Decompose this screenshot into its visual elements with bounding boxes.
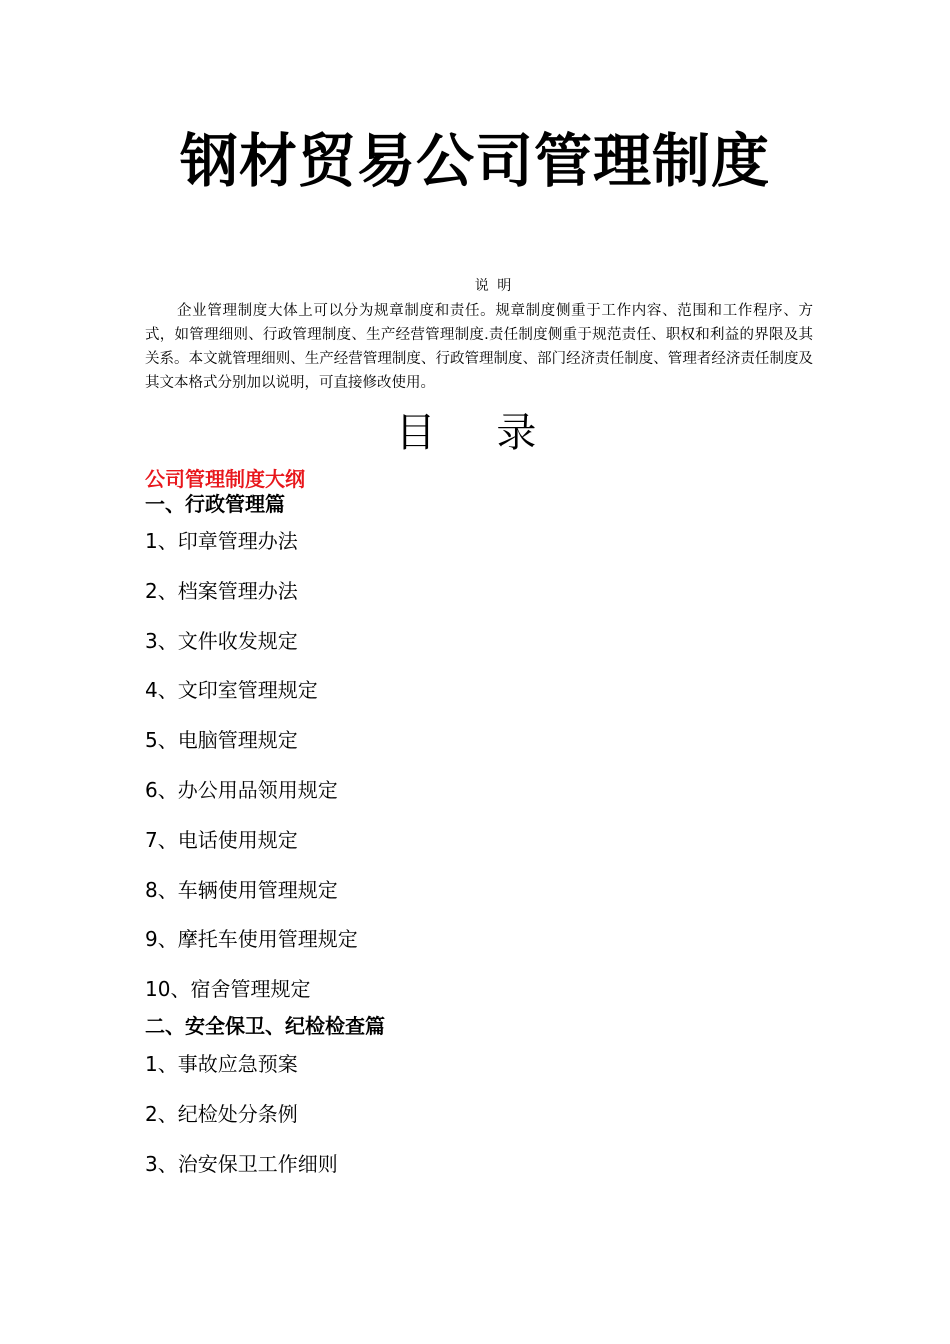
toc-item: 2、纪检处分条例	[145, 1101, 298, 1126]
outline-title: 公司管理制度大纲	[145, 467, 305, 491]
toc-item: 3、文件收发规定	[145, 628, 298, 653]
description-heading: 说 明	[474, 278, 512, 294]
toc-item: 7、电话使用规定	[145, 827, 298, 852]
toc-item: 1、印章管理办法	[145, 529, 298, 553]
toc-item: 4、文印室管理规定	[145, 678, 318, 703]
description-paragraph: 企业管理制度大体上可以分为规章制度和责任。规章制度侧重于工作内容、范围和工作程序、方式，如管理细则、行政管理制度、生产经营管理制度.责任制度侧重于规范责任、职权和利益的界限及其关系。本文就管理细则、生产经营管理制度、行政管理制度、部门经济责任制度、管理者经济责任制度及其文本格式分别加以说明，可直接修改使用。	[145, 303, 813, 391]
document-title: 钢材贸易公司管理制度	[179, 127, 770, 195]
toc-item: 1、事故应急预案	[145, 1052, 298, 1076]
toc-item: 10、宿舍管理规定	[145, 977, 311, 1002]
toc-item: 9、摩托车使用管理规定	[145, 927, 358, 952]
toc-item: 5、电脑管理规定	[145, 728, 298, 753]
toc-list-security	[145, 1051, 338, 1200]
section-heading-administration: 一、行政管理篇	[145, 492, 285, 516]
toc-item: 8、车辆使用管理规定	[145, 877, 338, 902]
toc-list-administration	[145, 528, 358, 1026]
section-heading-security: 二、安全保卫、纪检检查篇	[145, 1014, 385, 1038]
toc-item: 3、治安保卫工作细则	[145, 1151, 338, 1176]
toc-item: 2、档案管理办法	[145, 578, 298, 603]
toc-title: 目 录	[395, 410, 561, 456]
toc-item: 6、办公用品领用规定	[145, 777, 338, 802]
